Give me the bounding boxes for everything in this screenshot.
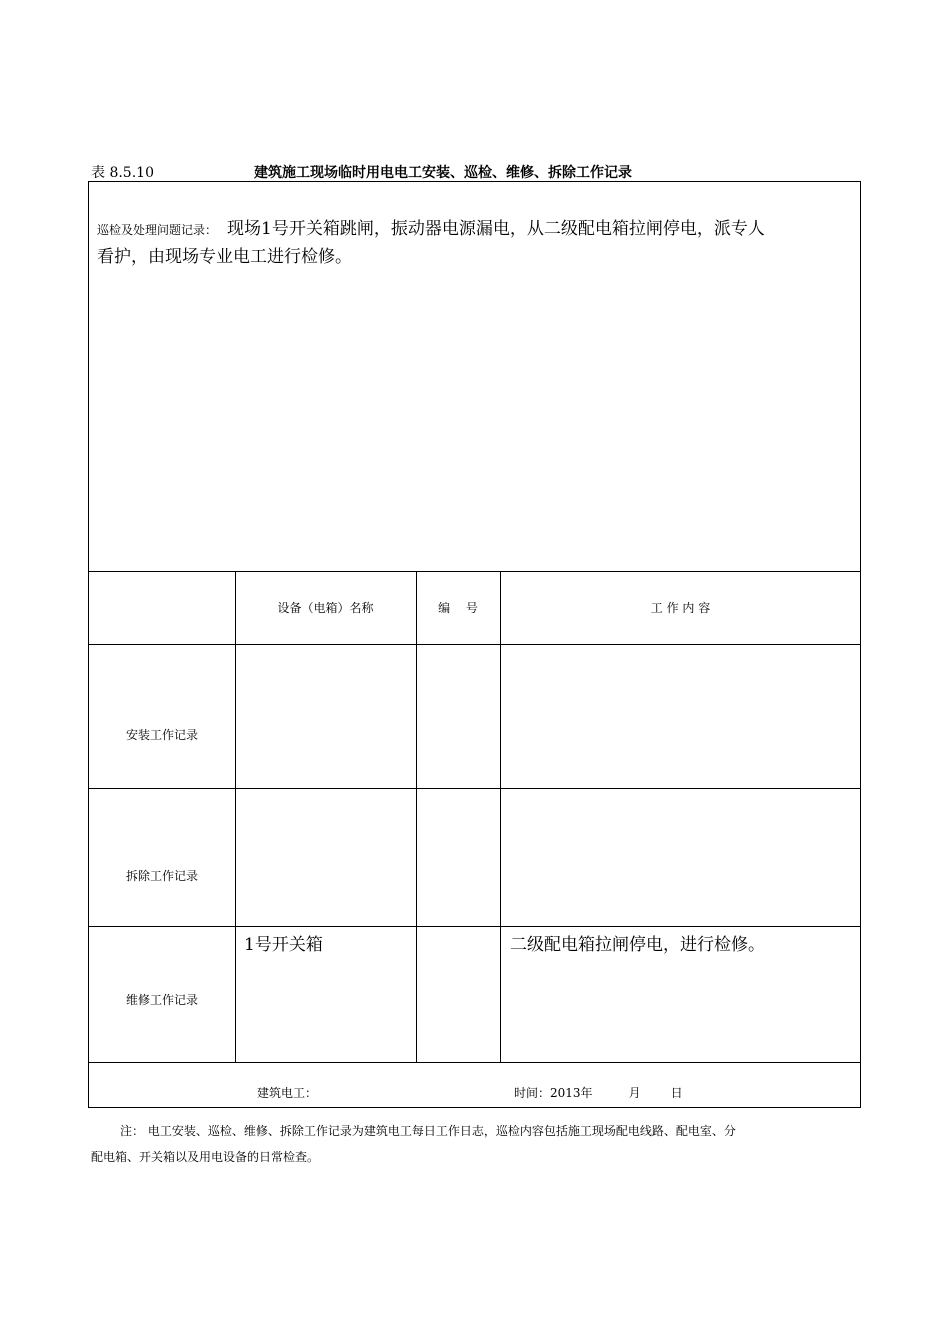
form-title: 建筑施工现场临时用电电工安装、巡检、维修、拆除工作记录 <box>254 165 632 181</box>
inspection-record <box>97 214 857 239</box>
inspection-text-line1: 现场1号开关箱跳闸，振动器电源漏电，从二级配电箱拉闸停电，派专人 <box>227 219 765 239</box>
row-label-install: 安装工作记录 <box>125 727 198 742</box>
footnote-line2: 配电箱、开关箱以及用电设备的日常检查。 <box>91 1150 320 1164</box>
electrician-label: 建筑电工： <box>257 1086 318 1100</box>
footnote-line1: 注： 电工安装、巡检、维修、拆除工作记录为建筑电工每日工作日志，巡检内容包括施工现场配电线路、配电室、分 <box>120 1124 736 1138</box>
row-label-remove: 拆除工作记录 <box>125 868 198 883</box>
table-code: 表 8.5.10 <box>91 165 154 181</box>
divider <box>89 1062 860 1063</box>
header-device-name: 设备（电箱）名称 <box>277 601 374 615</box>
header-work-content: 工 作 内 容 <box>650 601 711 615</box>
repair-device: 1号开关箱 <box>244 935 323 955</box>
header-number: 编 号 <box>438 601 478 615</box>
row-label-repair: 维修工作记录 <box>125 992 198 1007</box>
footnote <box>91 1118 861 1170</box>
time-field <box>514 1084 683 1101</box>
column-divider <box>235 571 236 1062</box>
column-divider <box>416 571 417 1062</box>
time-year: 2013年 <box>550 1086 593 1100</box>
time-month: 月 <box>628 1086 641 1100</box>
time-label: 时间： <box>514 1086 551 1100</box>
inspection-label: 巡检及处理问题记录： <box>97 223 218 237</box>
time-day: 日 <box>670 1086 683 1100</box>
inspection-text-line2: 看护，由现场专业电工进行检修。 <box>97 247 352 267</box>
column-divider <box>500 571 501 1062</box>
repair-content: 二级配电箱拉闸停电，进行检修。 <box>510 935 765 955</box>
record-form <box>88 181 861 1108</box>
